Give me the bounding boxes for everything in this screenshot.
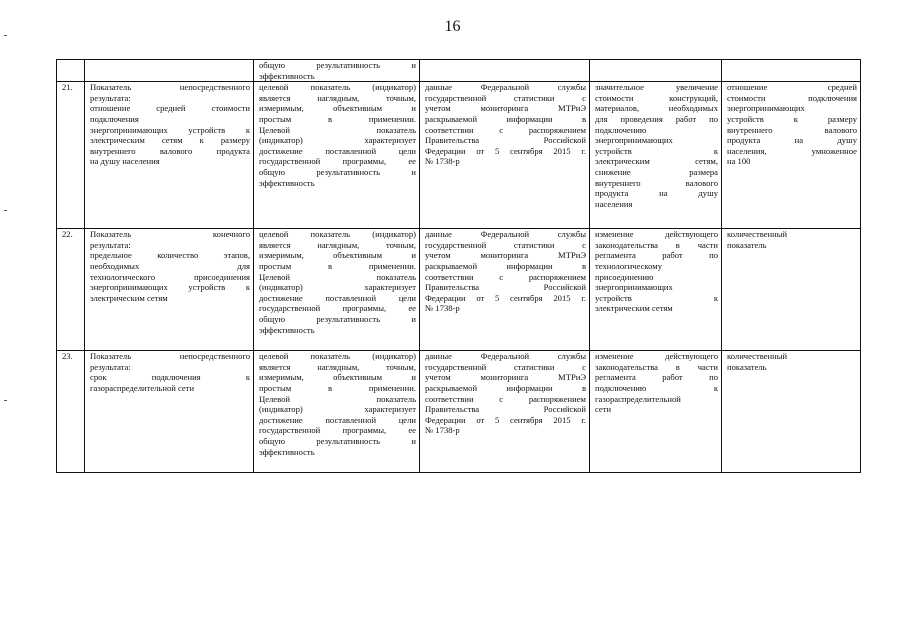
cell-text-line: № 1738-р [425,425,460,436]
cell-text-line: является наглядным, точным, [259,361,416,372]
cell-text-line: сети [595,404,612,415]
cell-source [420,229,590,351]
cell-text-line: соответствии с распоряжением [425,124,586,135]
cell-text-line: Целевой показатель [259,271,416,282]
cell-text-line: электрическим сетям, [595,156,718,167]
cell-text-line: Правительства Российской [425,282,586,293]
row-number: 23. [57,351,85,473]
cell-text-line: (индикатор) характеризует [259,404,416,415]
cell-text-line: Правительства Российской [425,135,586,146]
cell-text-line: является наглядным, точным, [259,239,416,250]
cell-text-line: Показатель непосредственного [90,351,250,362]
table-row [57,60,861,82]
cell-source [420,60,590,82]
cell-text-line: внутреннего валового [727,124,857,135]
cell-text-line: данные Федеральной службы [425,229,586,240]
row-number: 21. [57,82,85,229]
cell-text-line: (индикатор) характеризует [259,135,416,146]
cell-method [722,351,861,473]
cell-text-line: изменение действующего [595,351,718,362]
table-row [57,351,861,473]
cell-text-line: срок подключения к [90,372,250,383]
cell-text-line: подключению [595,124,647,135]
cell-text-line: раскрываемой информации в [425,113,586,124]
cell-text-line: государственной программы, ее [259,425,416,436]
cell-text-line: простым в применении. [259,260,416,271]
cell-text-line: на душу населения [90,156,160,167]
margin-mark [4,400,7,401]
cell-text-line: технологического присоединения [90,271,250,282]
cell-text-line: Показатель конечного [90,229,250,240]
cell-text-line: количественный [727,351,788,362]
cell-text-line: Целевой показатель [259,124,416,135]
cell-text-line: показатель [727,361,767,372]
cell-text-line: государственной программы, ее [259,156,416,167]
cell-text-line: учетом мониторинга МТРиЭ [425,250,586,261]
cell-method [722,60,861,82]
cell-text-line: соответствии с распоряжением [425,393,586,404]
cell-text-line: технологическому [595,260,663,271]
cell-text-line: предельное количество этапов, [90,250,250,261]
cell-text-line: достижение поставленной цели [259,414,416,425]
row-number [57,60,85,82]
cell-type [254,82,420,229]
cell-source [420,351,590,473]
cell-text-line: целевой показатель (индикатор) [259,229,416,240]
cell-text-line: целевой показатель (индикатор) [259,82,416,93]
cell-text-line: электрическим сетям к размеру [90,135,250,146]
cell-text-line: Федерации от 5 сентября 2015 г. [425,414,586,425]
cell-text-line: простым в применении. [259,382,416,393]
cell-text-line: снижение размера [595,166,718,177]
cell-text-line: отношение средней стоимости [90,103,250,114]
cell-text-line: раскрываемой информации в [425,260,586,271]
cell-text-line: эффективность [259,446,315,457]
cell-text-line: энергопринимающих [727,103,805,114]
indicators-table [56,59,861,473]
cell-text-line: учетом мониторинга МТРиЭ [425,372,586,383]
cell-text-line: законодательства в части [595,239,718,250]
cell-text-line: энергопринимающих [595,135,673,146]
cell-text-line: регламента работ по [595,250,718,261]
cell-text-line: продукта на душу [595,188,718,199]
cell-text-line: целевой показатель (индикатор) [259,351,416,362]
cell-text-line: № 1738-р [425,303,460,314]
cell-type [254,229,420,351]
margin-mark [4,210,7,211]
cell-text-line: общую результативность и [259,60,416,70]
cell-text-line: результата: [90,361,131,372]
cell-text-line: внутреннего валового продукта [90,145,250,156]
cell-text-line: электрическим сетям [90,292,168,303]
cell-type [254,60,420,82]
cell-text-line: эффективность [259,70,315,81]
cell-text-line: внутреннего валового [595,177,718,188]
cell-method [722,82,861,229]
cell-text-line: государственной статистики с [425,239,586,250]
cell-text-line: простым в применении. [259,113,416,124]
cell-text-line: общую результативность и [259,313,416,324]
cell-text-line: устройств к размеру [727,113,857,124]
cell-text-line: Федерации от 5 сентября 2015 г. [425,292,586,303]
cell-indicator [85,60,254,82]
cell-text-line: необходимых для [90,260,250,271]
margin-mark [4,35,7,36]
cell-text-line: стоимости подключения [727,92,857,103]
cell-text-line: государственной программы, ее [259,303,416,314]
cell-indicator [85,229,254,351]
cell-text-line: значительное увеличение [595,82,718,93]
cell-factors [590,82,722,229]
cell-text-line: подключения [90,113,139,124]
cell-text-line: данные Федеральной службы [425,82,586,93]
cell-text-line: результата: [90,92,131,103]
cell-factors [590,229,722,351]
cell-text-line: учетом мониторинга МТРиЭ [425,103,586,114]
cell-text-line: данные Федеральной службы [425,351,586,362]
cell-text-line: является наглядным, точным, [259,92,416,103]
cell-text-line: измеримым, объективным и [259,250,416,261]
cell-text-line: населения [595,198,633,209]
cell-text-line: результата: [90,239,131,250]
row-number: 22. [57,229,85,351]
cell-indicator [85,351,254,473]
cell-text-line: государственной статистики с [425,361,586,372]
cell-text-line: достижение поставленной цели [259,145,416,156]
cell-text-line: (индикатор) характеризует [259,282,416,293]
cell-text-line: количественный [727,229,788,240]
cell-text-line: общую результативность и [259,166,416,177]
cell-text-line: № 1738-р [425,156,460,167]
cell-text-line: присоединению [595,271,654,282]
cell-text-line: достижение поставленной цели [259,292,416,303]
table-row [57,82,861,229]
cell-text-line: устройств к [595,145,718,156]
cell-text-line: показатель [727,239,767,250]
cell-text-line: газораспределительной [595,393,681,404]
cell-text-line: материалов, необходимых [595,103,718,114]
cell-text-line: раскрываемой информации в [425,382,586,393]
table-row [57,229,861,351]
cell-text-line: законодательства в части [595,361,718,372]
cell-type [254,351,420,473]
cell-factors [590,351,722,473]
cell-text-line: измеримым, объективным и [259,103,416,114]
cell-text-line: энергопринимающих [595,282,673,293]
cell-text-line: газораспределительной сети [90,382,195,393]
cell-source [420,82,590,229]
cell-text-line: эффективность [259,177,315,188]
cell-text-line: эффективность [259,324,315,335]
cell-text-line: государственной статистики с [425,92,586,103]
cell-text-line: стоимости конструкций, [595,92,718,103]
cell-text-line: Показатель непосредственного [90,82,250,93]
cell-text-line: устройств к [595,292,718,303]
cell-text-line: отношение средней [727,82,857,93]
cell-text-line: Целевой показатель [259,393,416,404]
cell-text-line: энергопринимающих устройств к [90,282,250,293]
cell-text-line: для проведения работ по [595,113,718,124]
cell-text-line: энергопринимающих устройств к [90,124,250,135]
cell-text-line: изменение действующего [595,229,718,240]
cell-method [722,229,861,351]
cell-text-line: на 100 [727,156,751,167]
cell-text-line: Правительства Российской [425,404,586,415]
cell-text-line: регламента работ по [595,372,718,383]
cell-text-line: подключению к [595,382,718,393]
cell-text-line: населения, умноженное [727,145,857,156]
cell-text-line: продукта на душу [727,135,857,146]
cell-text-line: электрическим сетям [595,303,673,314]
cell-text-line: измеримым, объективным и [259,372,416,383]
cell-text-line: общую результативность и [259,435,416,446]
cell-text-line: Федерации от 5 сентября 2015 г. [425,145,586,156]
page-number: 16 [444,18,461,35]
cell-factors [590,60,722,82]
cell-text-line: соответствии с распоряжением [425,271,586,282]
cell-indicator [85,82,254,229]
